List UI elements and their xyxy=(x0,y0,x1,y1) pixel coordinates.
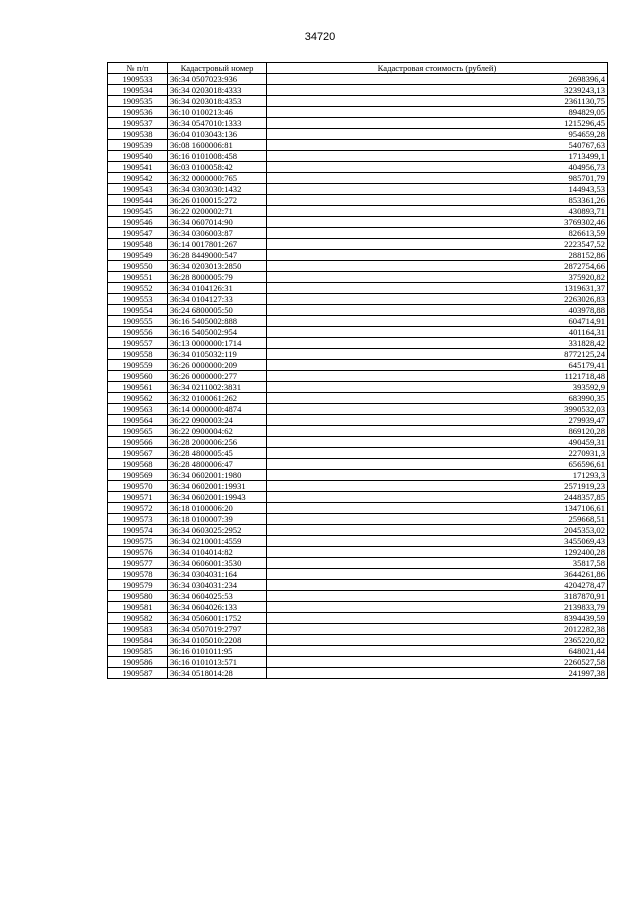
row-number-cell: 1909569 xyxy=(108,470,168,481)
row-number-cell: 1909551 xyxy=(108,272,168,283)
table-row xyxy=(108,569,608,580)
cadastral-value-cell: 1215296,45 xyxy=(267,118,608,129)
table-row xyxy=(108,404,608,415)
row-number-cell: 1909587 xyxy=(108,668,168,679)
cadastral-number-cell: 36:03 0100058:42 xyxy=(168,162,267,173)
cadastral-number-cell: 36:14 0000000:4874 xyxy=(168,404,267,415)
cadastral-value-cell: 1319631,37 xyxy=(267,283,608,294)
table-row xyxy=(108,129,608,140)
cadastral-number-cell: 36:28 8000005:79 xyxy=(168,272,267,283)
row-number-cell: 1909570 xyxy=(108,481,168,492)
table-row xyxy=(108,239,608,250)
table-row xyxy=(108,316,608,327)
cadastral-value-cell: 2223547,52 xyxy=(267,239,608,250)
table-row xyxy=(108,173,608,184)
row-number-cell: 1909555 xyxy=(108,316,168,327)
cadastral-value-cell: 403978,88 xyxy=(267,305,608,316)
cadastral-number-cell: 36:28 4800005:45 xyxy=(168,448,267,459)
cadastral-value-cell: 375920,82 xyxy=(267,272,608,283)
table-row xyxy=(108,140,608,151)
cadastral-number-cell: 36:10 0100213:46 xyxy=(168,107,267,118)
cadastral-number-cell: 36:34 0604025:53 xyxy=(168,591,267,602)
row-number-cell: 1909549 xyxy=(108,250,168,261)
cadastral-number-cell: 36:18 0100006:20 xyxy=(168,503,267,514)
row-number-cell: 1909564 xyxy=(108,415,168,426)
header-row-number: № п/п xyxy=(108,63,168,74)
cadastral-value-cell: 144943,53 xyxy=(267,184,608,195)
cadastral-number-cell: 36:34 0547010:1333 xyxy=(168,118,267,129)
cadastral-number-cell: 36:34 0203013:2850 xyxy=(168,261,267,272)
row-number-cell: 1909533 xyxy=(108,74,168,85)
cadastral-value-cell: 2012282,38 xyxy=(267,624,608,635)
row-number-cell: 1909578 xyxy=(108,569,168,580)
cadastral-number-cell: 36:34 0518014:28 xyxy=(168,668,267,679)
cadastral-number-cell: 36:22 0900003:24 xyxy=(168,415,267,426)
cadastral-value-cell: 3644261,86 xyxy=(267,569,608,580)
cadastral-number-cell: 36:34 0304031:164 xyxy=(168,569,267,580)
cadastral-number-cell: 36:34 0603025:2952 xyxy=(168,525,267,536)
cadastral-value-cell: 8394439,59 xyxy=(267,613,608,624)
cadastral-value-cell: 826613,59 xyxy=(267,228,608,239)
cadastral-value-cell: 645179,41 xyxy=(267,360,608,371)
cadastral-value-cell: 3239243,13 xyxy=(267,85,608,96)
table-row xyxy=(108,503,608,514)
cadastral-value-cell: 2139833,79 xyxy=(267,602,608,613)
row-number-cell: 1909536 xyxy=(108,107,168,118)
table-row xyxy=(108,613,608,624)
cadastral-number-cell: 36:08 1600006:81 xyxy=(168,140,267,151)
cadastral-value-cell: 3187870,91 xyxy=(267,591,608,602)
cadastral-number-cell: 36:28 2000006:256 xyxy=(168,437,267,448)
cadastral-value-table xyxy=(107,62,608,679)
table-row xyxy=(108,305,608,316)
row-number-cell: 1909575 xyxy=(108,536,168,547)
table-header-row xyxy=(108,63,608,74)
cadastral-number-cell: 36:34 0506001:1752 xyxy=(168,613,267,624)
cadastral-number-cell: 36:14 0017801:267 xyxy=(168,239,267,250)
cadastral-number-cell: 36:16 5405002:888 xyxy=(168,316,267,327)
cadastral-value-cell: 2045353,02 xyxy=(267,525,608,536)
header-cadastral-value: Кадастровая стоимость (рублей) xyxy=(267,63,608,74)
cadastral-number-cell: 36:24 6800005:50 xyxy=(168,305,267,316)
cadastral-value-cell: 683990,35 xyxy=(267,393,608,404)
cadastral-number-cell: 36:26 0100015:272 xyxy=(168,195,267,206)
cadastral-value-cell: 894829,05 xyxy=(267,107,608,118)
cadastral-number-cell: 36:34 0602001:19931 xyxy=(168,481,267,492)
table-row xyxy=(108,96,608,107)
table-row xyxy=(108,294,608,305)
row-number-cell: 1909577 xyxy=(108,558,168,569)
row-number-cell: 1909559 xyxy=(108,360,168,371)
table-row xyxy=(108,151,608,162)
table-row xyxy=(108,261,608,272)
row-number-cell: 1909537 xyxy=(108,118,168,129)
cadastral-number-cell: 36:34 0604026:133 xyxy=(168,602,267,613)
cadastral-number-cell: 36:18 0100007:39 xyxy=(168,514,267,525)
table-row xyxy=(108,646,608,657)
table-row xyxy=(108,657,608,668)
cadastral-number-cell: 36:34 0104126:31 xyxy=(168,283,267,294)
cadastral-number-cell: 36:34 0507023:936 xyxy=(168,74,267,85)
cadastral-number-cell: 36:28 8449000:547 xyxy=(168,250,267,261)
row-number-cell: 1909585 xyxy=(108,646,168,657)
table-row xyxy=(108,602,608,613)
row-number-cell: 1909566 xyxy=(108,437,168,448)
cadastral-value-cell: 490459,31 xyxy=(267,437,608,448)
row-number-cell: 1909562 xyxy=(108,393,168,404)
row-number-cell: 1909563 xyxy=(108,404,168,415)
row-number-cell: 1909582 xyxy=(108,613,168,624)
table-row xyxy=(108,118,608,129)
cadastral-value-cell: 171293,3 xyxy=(267,470,608,481)
row-number-cell: 1909556 xyxy=(108,327,168,338)
cadastral-number-cell: 36:26 0000000:209 xyxy=(168,360,267,371)
row-number-cell: 1909568 xyxy=(108,459,168,470)
table-row xyxy=(108,360,608,371)
row-number-cell: 1909550 xyxy=(108,261,168,272)
cadastral-number-cell: 36:16 5405002:954 xyxy=(168,327,267,338)
table-row xyxy=(108,74,608,85)
table-row xyxy=(108,371,608,382)
cadastral-number-cell: 36:04 0103043:136 xyxy=(168,129,267,140)
table-row xyxy=(108,624,608,635)
cadastral-number-cell: 36:34 0210001:4559 xyxy=(168,536,267,547)
row-number-cell: 1909573 xyxy=(108,514,168,525)
cadastral-number-cell: 36:22 0900004:62 xyxy=(168,426,267,437)
cadastral-value-cell: 279939,47 xyxy=(267,415,608,426)
row-number-cell: 1909586 xyxy=(108,657,168,668)
cadastral-value-cell: 648021,44 xyxy=(267,646,608,657)
cadastral-value-cell: 3769302,46 xyxy=(267,217,608,228)
cadastral-number-cell: 36:34 0607014:90 xyxy=(168,217,267,228)
cadastral-number-cell: 36:34 0606001:3530 xyxy=(168,558,267,569)
row-number-cell: 1909579 xyxy=(108,580,168,591)
cadastral-number-cell: 36:16 0101008:458 xyxy=(168,151,267,162)
cadastral-number-cell: 36:32 0100061:262 xyxy=(168,393,267,404)
cadastral-value-cell: 2872754,66 xyxy=(267,261,608,272)
row-number-cell: 1909571 xyxy=(108,492,168,503)
row-number-cell: 1909558 xyxy=(108,349,168,360)
cadastral-number-cell: 36:34 0104014:82 xyxy=(168,547,267,558)
cadastral-value-cell: 259668,51 xyxy=(267,514,608,525)
table-row xyxy=(108,448,608,459)
cadastral-value-cell: 2263026,83 xyxy=(267,294,608,305)
cadastral-value-cell: 3990532,03 xyxy=(267,404,608,415)
cadastral-value-cell: 2361130,75 xyxy=(267,96,608,107)
table-row xyxy=(108,107,608,118)
table-row xyxy=(108,514,608,525)
row-number-cell: 1909561 xyxy=(108,382,168,393)
row-number-cell: 1909552 xyxy=(108,283,168,294)
table-row xyxy=(108,382,608,393)
table-row xyxy=(108,206,608,217)
cadastral-number-cell: 36:26 0000000:277 xyxy=(168,371,267,382)
row-number-cell: 1909539 xyxy=(108,140,168,151)
cadastral-value-cell: 869120,28 xyxy=(267,426,608,437)
table-row xyxy=(108,525,608,536)
cadastral-number-cell: 36:34 0211002:3831 xyxy=(168,382,267,393)
table-row xyxy=(108,415,608,426)
row-number-cell: 1909557 xyxy=(108,338,168,349)
cadastral-number-cell: 36:34 0306003:87 xyxy=(168,228,267,239)
cadastral-value-cell: 985701,79 xyxy=(267,173,608,184)
table-row xyxy=(108,272,608,283)
cadastral-value-cell: 2260527,58 xyxy=(267,657,608,668)
cadastral-value-cell: 3455069,43 xyxy=(267,536,608,547)
row-number-cell: 1909546 xyxy=(108,217,168,228)
cadastral-value-cell: 604714,91 xyxy=(267,316,608,327)
cadastral-value-cell: 954659,28 xyxy=(267,129,608,140)
row-number-cell: 1909567 xyxy=(108,448,168,459)
table-row xyxy=(108,393,608,404)
cadastral-value-cell: 2571919,23 xyxy=(267,481,608,492)
row-number-cell: 1909583 xyxy=(108,624,168,635)
table-row xyxy=(108,591,608,602)
cadastral-value-cell: 1347106,61 xyxy=(267,503,608,514)
row-number-cell: 1909535 xyxy=(108,96,168,107)
row-number-cell: 1909540 xyxy=(108,151,168,162)
cadastral-number-cell: 36:34 0602001:19943 xyxy=(168,492,267,503)
cadastral-number-cell: 36:34 0105032:119 xyxy=(168,349,267,360)
row-number-cell: 1909581 xyxy=(108,602,168,613)
cadastral-value-cell: 430893,71 xyxy=(267,206,608,217)
table-row xyxy=(108,459,608,470)
cadastral-number-cell: 36:13 0000000:1714 xyxy=(168,338,267,349)
cadastral-value-cell: 1713499,1 xyxy=(267,151,608,162)
row-number-cell: 1909572 xyxy=(108,503,168,514)
table-row xyxy=(108,327,608,338)
cadastral-number-cell: 36:34 0203018:4353 xyxy=(168,96,267,107)
table-row xyxy=(108,338,608,349)
cadastral-number-cell: 36:16 0101011:95 xyxy=(168,646,267,657)
cadastral-value-cell: 401164,31 xyxy=(267,327,608,338)
table-row xyxy=(108,162,608,173)
table-row xyxy=(108,470,608,481)
cadastral-number-cell: 36:34 0203018:4333 xyxy=(168,85,267,96)
table-row xyxy=(108,580,608,591)
cadastral-value-cell: 404956,73 xyxy=(267,162,608,173)
table-row xyxy=(108,283,608,294)
row-number-cell: 1909548 xyxy=(108,239,168,250)
cadastral-value-cell: 2448357,85 xyxy=(267,492,608,503)
cadastral-value-cell: 393592,9 xyxy=(267,382,608,393)
row-number-cell: 1909541 xyxy=(108,162,168,173)
cadastral-value-cell: 540767,63 xyxy=(267,140,608,151)
cadastral-number-cell: 36:16 0101013:571 xyxy=(168,657,267,668)
cadastral-value-cell: 4204278,47 xyxy=(267,580,608,591)
cadastral-value-cell: 241997,38 xyxy=(267,668,608,679)
cadastral-value-cell: 35817,58 xyxy=(267,558,608,569)
cadastral-value-cell: 853361,26 xyxy=(267,195,608,206)
row-number-cell: 1909544 xyxy=(108,195,168,206)
table-row xyxy=(108,635,608,646)
cadastral-value-cell: 331828,42 xyxy=(267,338,608,349)
row-number-cell: 1909553 xyxy=(108,294,168,305)
cadastral-number-cell: 36:28 4800006:47 xyxy=(168,459,267,470)
cadastral-number-cell: 36:22 0200002:71 xyxy=(168,206,267,217)
cadastral-number-cell: 36:34 0105010:2208 xyxy=(168,635,267,646)
cadastral-number-cell: 36:34 0304031:234 xyxy=(168,580,267,591)
header-cadastral-number: Кадастровый номер xyxy=(168,63,267,74)
row-number-cell: 1909584 xyxy=(108,635,168,646)
cadastral-value-cell: 656596,61 xyxy=(267,459,608,470)
table-row xyxy=(108,217,608,228)
row-number-cell: 1909574 xyxy=(108,525,168,536)
table-row xyxy=(108,492,608,503)
cadastral-value-cell: 8772125,24 xyxy=(267,349,608,360)
page-number: 34720 xyxy=(304,31,336,43)
cadastral-value-cell: 2698396,4 xyxy=(267,74,608,85)
table-row xyxy=(108,349,608,360)
row-number-cell: 1909580 xyxy=(108,591,168,602)
cadastral-value-cell: 1121718,48 xyxy=(267,371,608,382)
table-row xyxy=(108,558,608,569)
cadastral-value-cell: 2365220,82 xyxy=(267,635,608,646)
table-row xyxy=(108,437,608,448)
row-number-cell: 1909545 xyxy=(108,206,168,217)
row-number-cell: 1909576 xyxy=(108,547,168,558)
table-row xyxy=(108,184,608,195)
row-number-cell: 1909538 xyxy=(108,129,168,140)
table-row xyxy=(108,426,608,437)
table-row xyxy=(108,547,608,558)
cadastral-number-cell: 36:34 0104127:33 xyxy=(168,294,267,305)
table-row xyxy=(108,536,608,547)
table-row xyxy=(108,85,608,96)
row-number-cell: 1909554 xyxy=(108,305,168,316)
table-row xyxy=(108,195,608,206)
table-row xyxy=(108,481,608,492)
cadastral-number-cell: 36:34 0507019:2797 xyxy=(168,624,267,635)
table-row xyxy=(108,250,608,261)
cadastral-value-cell: 288152,86 xyxy=(267,250,608,261)
cadastral-value-cell: 1292400,28 xyxy=(267,547,608,558)
row-number-cell: 1909565 xyxy=(108,426,168,437)
row-number-cell: 1909542 xyxy=(108,173,168,184)
table-row xyxy=(108,228,608,239)
row-number-cell: 1909560 xyxy=(108,371,168,382)
row-number-cell: 1909547 xyxy=(108,228,168,239)
cadastral-number-cell: 36:34 0602001:1980 xyxy=(168,470,267,481)
cadastral-value-cell: 2270931,3 xyxy=(267,448,608,459)
cadastral-number-cell: 36:34 0303030:1432 xyxy=(168,184,267,195)
row-number-cell: 1909534 xyxy=(108,85,168,96)
row-number-cell: 1909543 xyxy=(108,184,168,195)
cadastral-number-cell: 36:32 0000000:765 xyxy=(168,173,267,184)
table-row xyxy=(108,668,608,679)
